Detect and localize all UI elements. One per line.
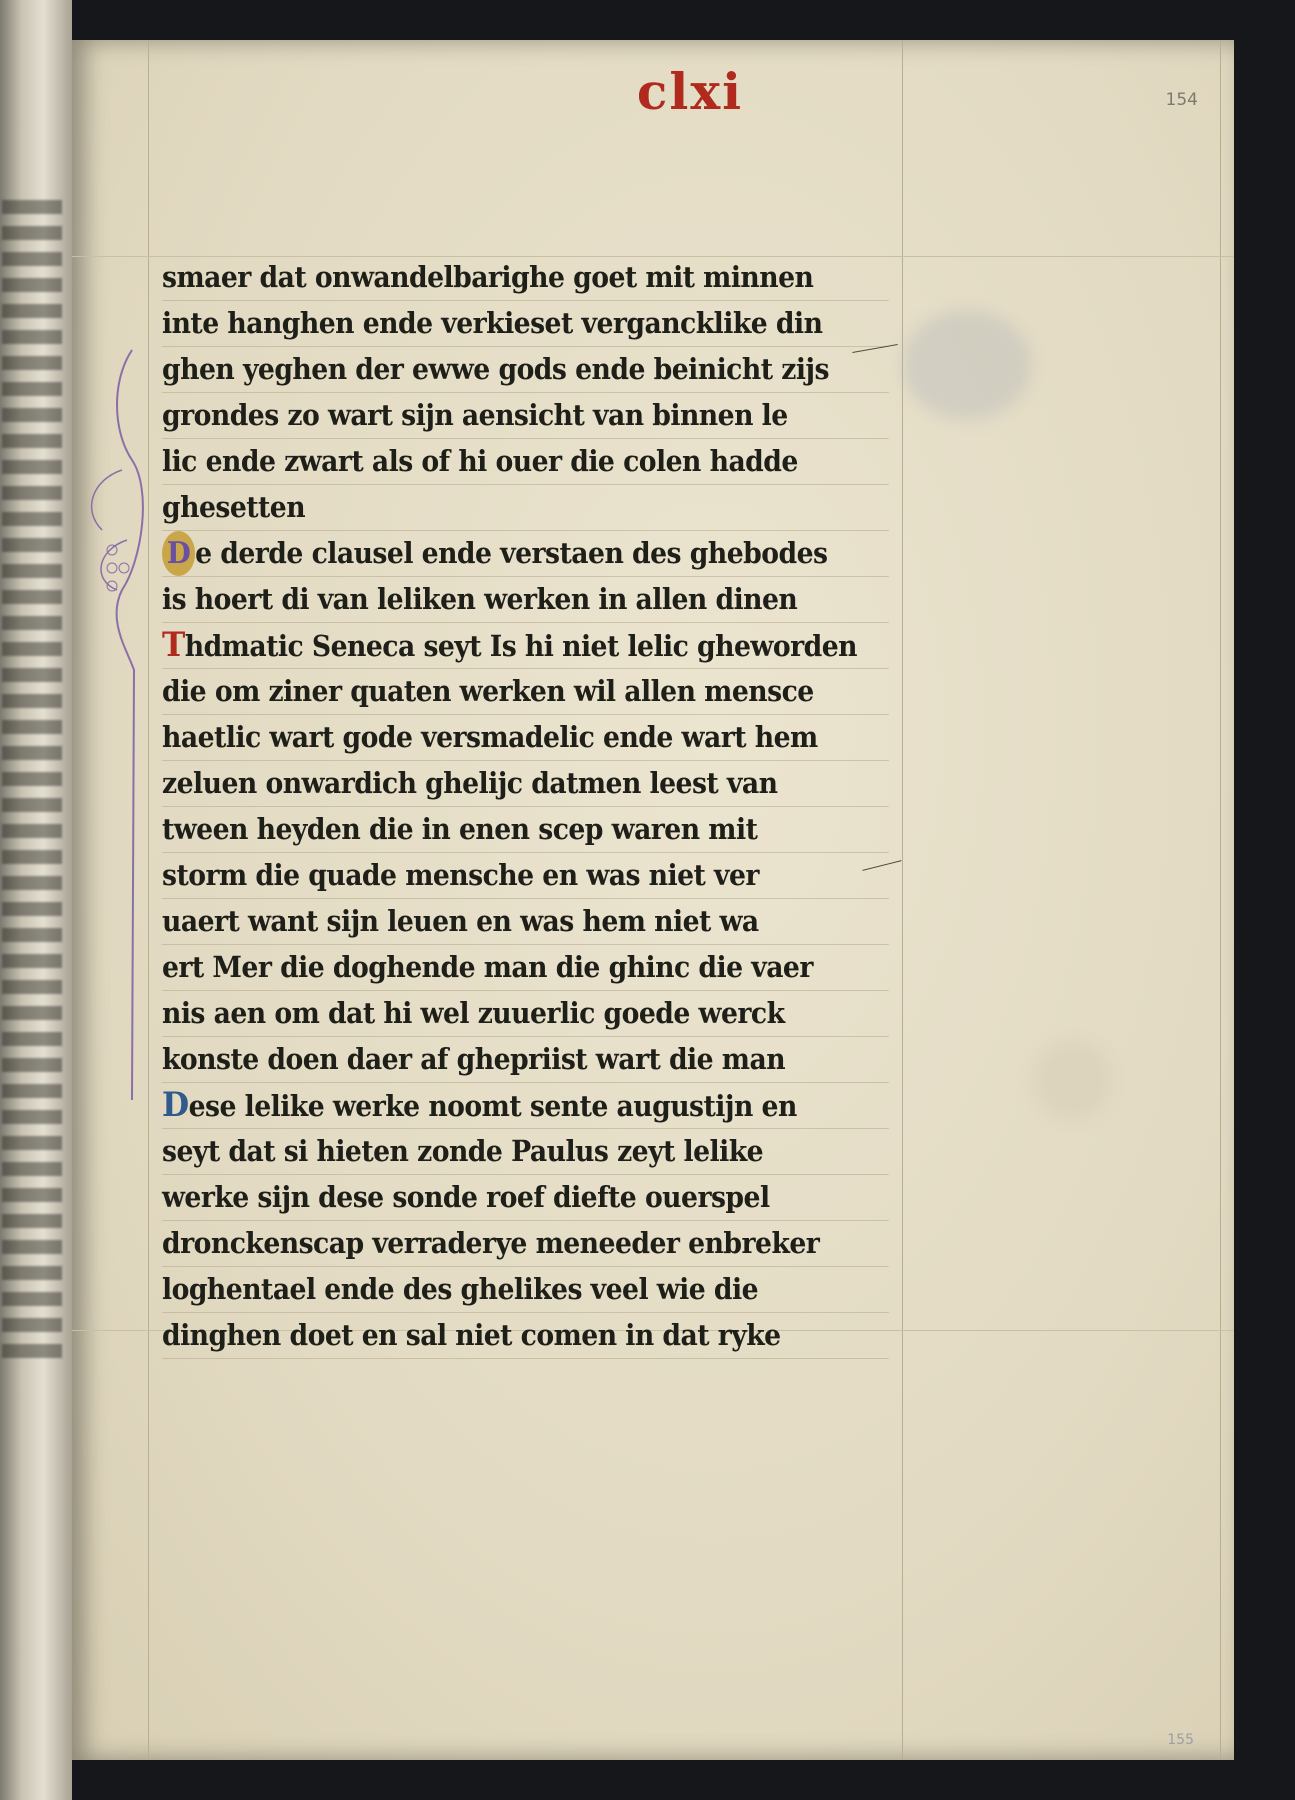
text-line-content: nis aen om dat hi wel zuuerlic goede werck (162, 996, 785, 1030)
text-line (162, 531, 889, 577)
text-line-content: zeluen onwardich ghelijc datmen leest van (162, 766, 778, 800)
text-line-content: ghesetten (162, 490, 306, 524)
text-line (162, 485, 889, 531)
text-line (162, 439, 889, 485)
previous-page-text (2, 200, 62, 1360)
text-line-content: is hoert di van leliken werken in allen dinen (162, 582, 798, 616)
text-line-content: grondes zo wart sijn aensicht van binnen le (162, 398, 788, 432)
text-line (162, 991, 889, 1037)
text-line (162, 761, 889, 807)
text-line (162, 715, 889, 761)
outer-margin-rule (1220, 40, 1221, 1760)
text-line (162, 1129, 889, 1175)
parchment-stain (1032, 1040, 1112, 1120)
text-line (162, 945, 889, 991)
text-line-content: loghentael ende des ghelikes veel wie die (162, 1272, 759, 1306)
decorated-initial: D (162, 1085, 189, 1125)
text-line-content: inte hanghen ende verkieset vergancklike din (162, 306, 823, 340)
text-line-content: e derde clausel ende verstaen des ghebodes (195, 536, 828, 570)
text-line-content: tween heyden die in enen scep waren mit (162, 812, 758, 846)
text-line-content: ese lelike werke noomt sente augustijn en (188, 1089, 797, 1123)
text-line-content: hdmatic Seneca seyt Is hi niet lelic gheworden (184, 629, 857, 663)
text-line (162, 669, 889, 715)
text-line (162, 853, 889, 899)
text-line-content: lic ende zwart als of hi ouer die colen hadde (162, 444, 798, 478)
text-line-content: seyt dat si hieten zonde Paulus zeyt lelike (162, 1134, 764, 1168)
text-line (162, 577, 889, 623)
text-line (162, 347, 889, 393)
text-line (162, 1221, 889, 1267)
text-line (162, 393, 889, 439)
text-line-content: dinghen doet en sal niet comen in dat ryke (162, 1318, 781, 1352)
text-line-content: storm die quade mensche en was niet ver (162, 858, 759, 892)
text-line (162, 1083, 889, 1129)
text-column (162, 255, 952, 1359)
text-line (162, 1037, 889, 1083)
text-line-content: uaert want sijn leuen en was hem niet wa (162, 904, 759, 938)
text-line-content: werke sijn dese sonde roef diefte ouerspel (162, 1180, 770, 1214)
text-line (162, 1267, 889, 1313)
folio-number-roman: clxi (636, 62, 744, 121)
text-line-content: ert Mer die doghende man die ghinc die vaer (162, 950, 813, 984)
text-line-content: haetlic wart gode versmadelic ende wart hem (162, 720, 818, 754)
manuscript-page (72, 40, 1234, 1760)
text-line-content: konste doen daer af ghepriist wart die man (162, 1042, 786, 1076)
folio-number-bottom: 155 (1167, 1732, 1194, 1748)
text-line (162, 1175, 889, 1221)
text-line (162, 301, 889, 347)
decorated-initial: T (162, 625, 185, 665)
text-line-content: ghen yeghen der ewwe gods ende beinicht zijs (162, 352, 829, 386)
previous-page-edge (0, 0, 72, 1800)
text-line (162, 899, 889, 945)
text-line (162, 255, 889, 301)
text-line (162, 1313, 889, 1359)
text-line-content: dronckenscap verraderye meneeder enbreker (162, 1226, 820, 1260)
folio-number-pencil: 154 (1165, 90, 1198, 110)
text-line-content: smaer dat onwandelbarighe goet mit minnen (162, 260, 814, 294)
text-line (162, 807, 889, 853)
text-line (162, 623, 889, 669)
text-line-content: die om ziner quaten werken wil allen mensce (162, 674, 814, 708)
decorated-initial: D (162, 531, 195, 576)
